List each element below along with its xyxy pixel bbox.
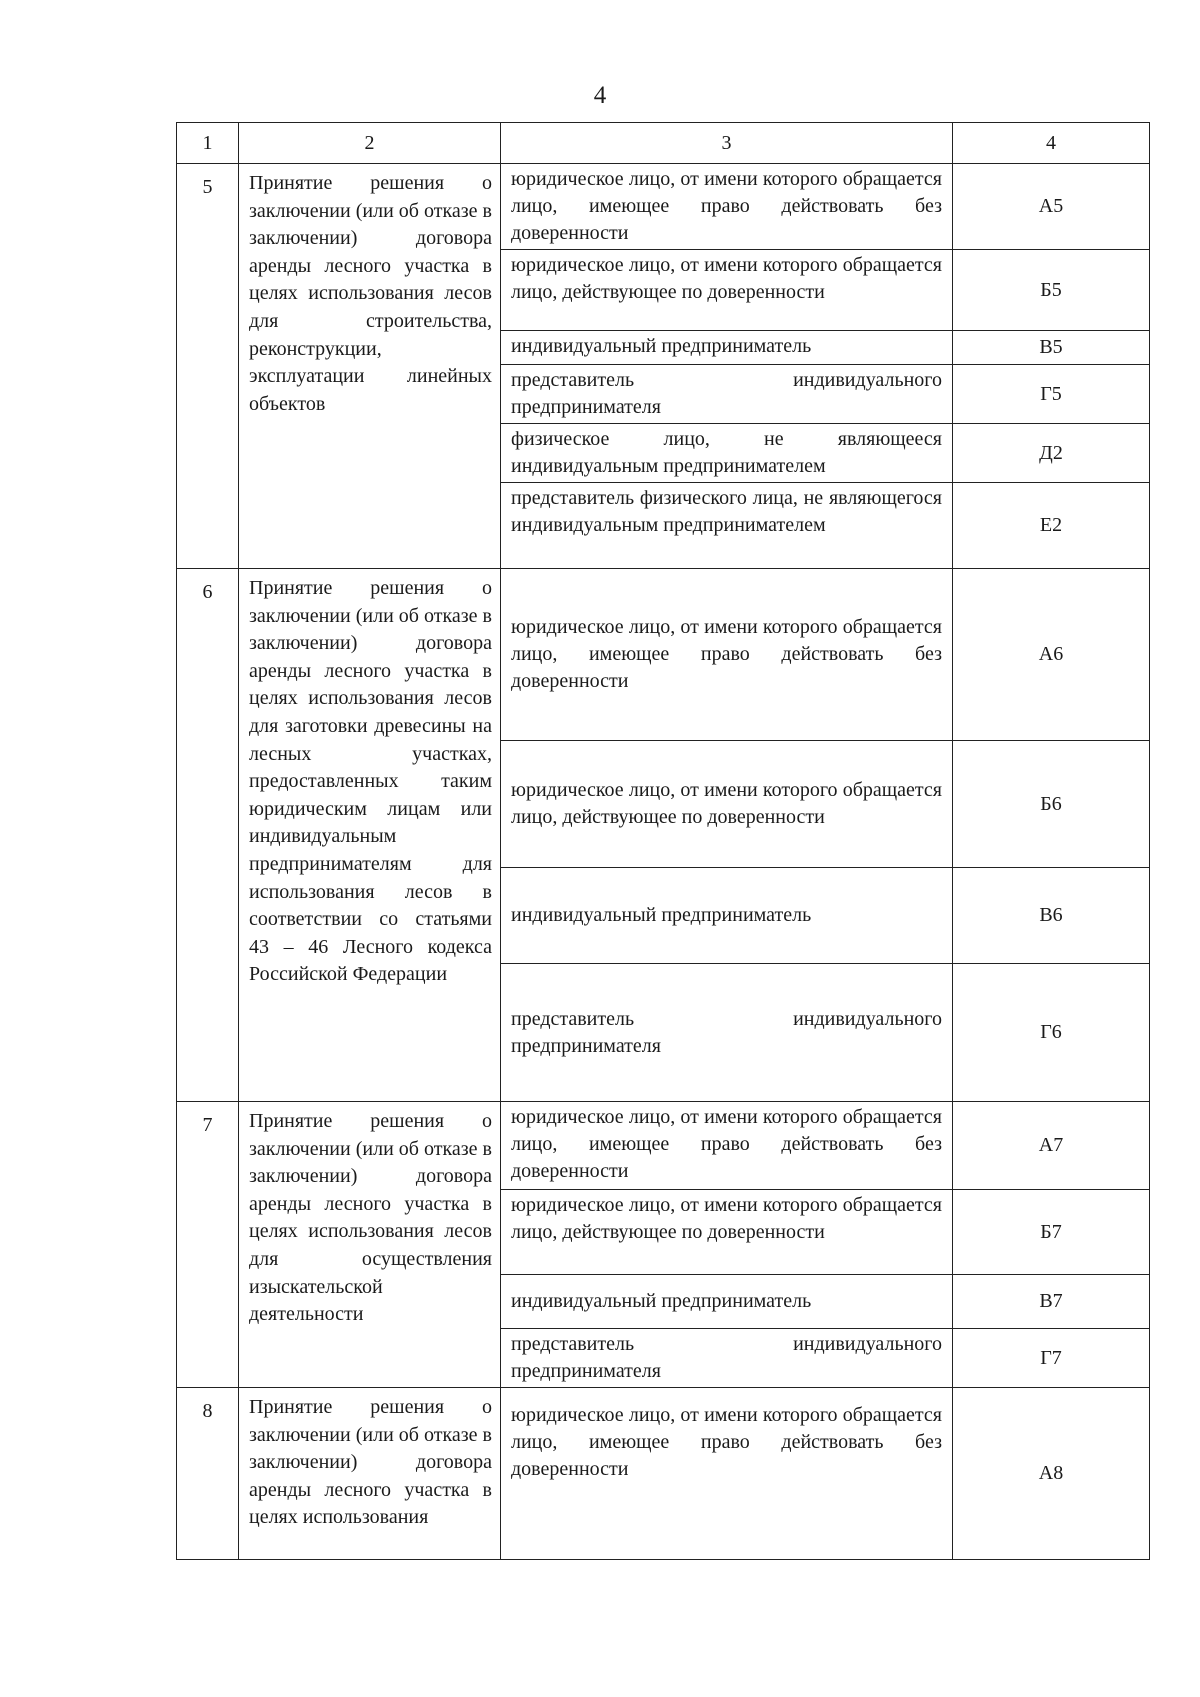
applicant-category: юридическое лицо, от имени которого обращается лицо, имеющее право действовать без доверенности xyxy=(501,164,953,250)
applicant-category: представитель физического лица, не являющегося индивидуальным предпринимателем xyxy=(501,483,953,569)
applicant-category: представитель индивидуального предпринимателя xyxy=(501,964,953,1102)
table-row xyxy=(177,1102,1150,1190)
applicant-category: физическое лицо, не являющееся индивидуальным предпринимателем xyxy=(501,424,953,483)
service-number: 8 xyxy=(177,1388,239,1560)
applicant-category: индивидуальный предприниматель xyxy=(501,1275,953,1329)
service-name: Принятие решения о заключении (или об отказе в заключении) договора аренды лесного участка в целях использования лесов для строительства, реконструкции, эксплуатации линейных объектов xyxy=(239,164,501,569)
applicant-category: юридическое лицо, от имени которого обращается лицо, имеющее право действовать без доверенности xyxy=(501,1388,953,1560)
header-col-3: 3 xyxy=(501,123,953,164)
applicant-code: В6 xyxy=(953,868,1150,964)
service-name: Принятие решения о заключении (или об отказе в заключении) договора аренды лесного участка в целях использования лесов для осуществления изыскательской деятельности xyxy=(239,1102,501,1388)
header-row xyxy=(177,123,1150,164)
applicant-category: юридическое лицо, от имени которого обращается лицо, имеющее право действовать без доверенности xyxy=(501,1102,953,1190)
applicant-category: индивидуальный предприниматель xyxy=(501,331,953,365)
applicant-code: А7 xyxy=(953,1102,1150,1190)
applicant-category: представитель индивидуального предпринимателя xyxy=(501,365,953,424)
page-number: 4 xyxy=(593,82,607,109)
applicant-code: Г7 xyxy=(953,1329,1150,1388)
table-row xyxy=(177,164,1150,250)
applicant-code: Б5 xyxy=(953,250,1150,331)
table-row xyxy=(177,1388,1150,1560)
header-col-4: 4 xyxy=(953,123,1150,164)
services-table xyxy=(176,122,1150,1560)
applicant-code: А8 xyxy=(953,1388,1150,1560)
applicant-category: юридическое лицо, от имени которого обращается лицо, имеющее право действовать без доверенности xyxy=(501,569,953,741)
applicant-category: представитель индивидуального предпринимателя xyxy=(501,1329,953,1388)
applicant-code: В5 xyxy=(953,331,1150,365)
service-number: 5 xyxy=(177,164,239,569)
service-number: 6 xyxy=(177,569,239,1102)
service-name: Принятие решения о заключении (или об отказе в заключении) договора аренды лесного участка в целях использования xyxy=(239,1388,501,1560)
applicant-category: юридическое лицо, от имени которого обращается лицо, действующее по доверенности xyxy=(501,741,953,868)
service-name: Принятие решения о заключении (или об отказе в заключении) договора аренды лесного участка в целях использования лесов для заготовки древесины на лесных участках, предоставленных таким юридическим лицам или индивидуальным предпринимателям для использования лесов в соответствии со статьями 43 – 46 Лесного кодекса Российской Федерации xyxy=(239,569,501,1102)
applicant-category: юридическое лицо, от имени которого обращается лицо, действующее по доверенности xyxy=(501,250,953,331)
applicant-code: Б6 xyxy=(953,741,1150,868)
applicant-code: Д2 xyxy=(953,424,1150,483)
applicant-code: А5 xyxy=(953,164,1150,250)
applicant-category: юридическое лицо, от имени которого обращается лицо, действующее по доверенности xyxy=(501,1190,953,1275)
applicant-code: Г5 xyxy=(953,365,1150,424)
applicant-code: Е2 xyxy=(953,483,1150,569)
header-col-2: 2 xyxy=(239,123,501,164)
applicant-code: А6 xyxy=(953,569,1150,741)
applicant-code: В7 xyxy=(953,1275,1150,1329)
header-col-1: 1 xyxy=(177,123,239,164)
applicant-code: Б7 xyxy=(953,1190,1150,1275)
table-row xyxy=(177,569,1150,741)
service-number: 7 xyxy=(177,1102,239,1388)
applicant-code: Г6 xyxy=(953,964,1150,1102)
applicant-category: индивидуальный предприниматель xyxy=(501,868,953,964)
